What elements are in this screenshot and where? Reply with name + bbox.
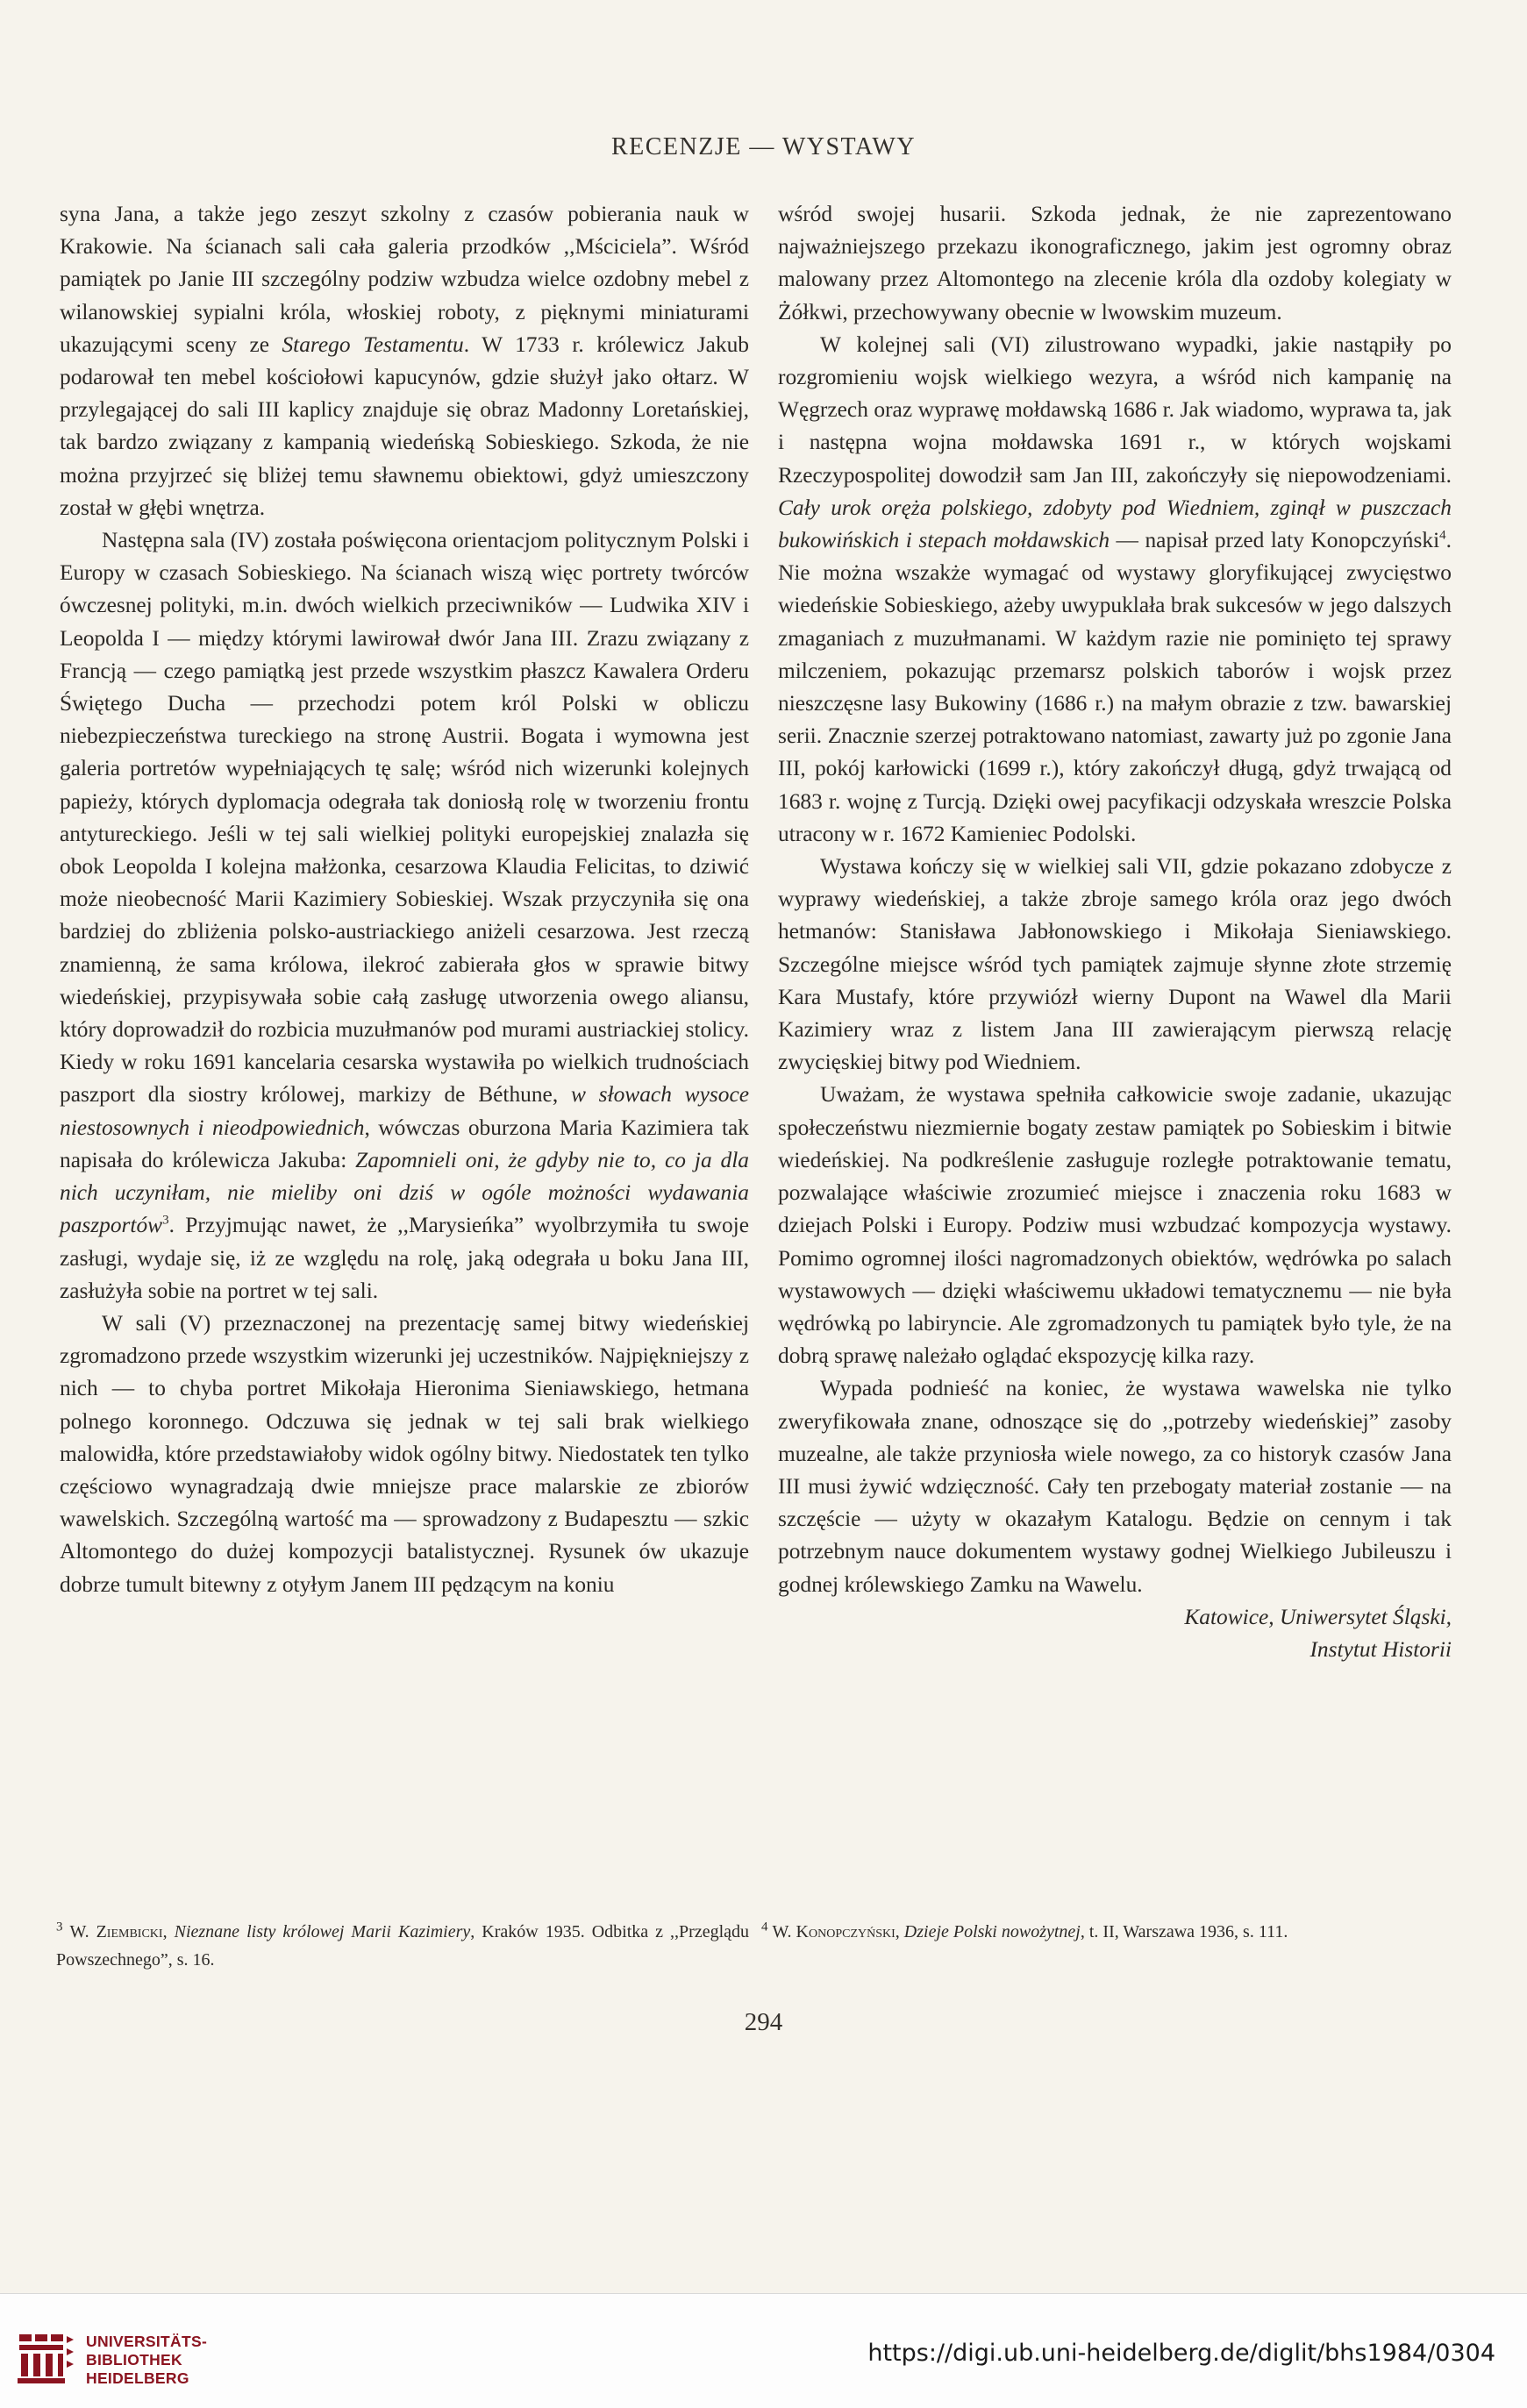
footnote-mark: 3 bbox=[56, 1920, 63, 1934]
right-column bbox=[778, 198, 1452, 1666]
page-number: 294 bbox=[744, 2008, 783, 2036]
text-run: . Nie można wszakże wymagać od wystawy gloryfikującej zwycięstwo wiedeńskie Sobieskiego, ażeby uwypuklała brak sukcesów w jego dalszych zmaganiach z muzułmanami. W każdym razie nie pominięto tej sprawy milczeniem, pokazując przemarsz polskich taborów i wojsk przez nieszczęsne lasy Bukowiny (1686 r.) na małym obrazie z tzw. bawarskiej serii. Znacznie szerzej potraktowano natomiast, zawarty już po zgonie Jana III, pokój karłowicki (1699 r.), który zakończył długą, gdyż trwającą od 1683 r. wojnę z Turcją. Dzięki owej pacyfikacji odzyskała wreszcie Polska utracony w r. 1672 Kamieniec Podolski. bbox=[778, 528, 1452, 846]
viewer-footer bbox=[0, 2293, 1527, 2408]
footnote-3: $^3$ W. Ziembicki, Nieznane listy królowej Marii Kazimiery, Kraków 1935. Odbitka z ,,Przeglądu Powszechnego”, s. 16. bbox=[56, 1920, 750, 1970]
library-name-line: HEIDELBERG bbox=[86, 2369, 189, 2387]
library-seal-icon bbox=[12, 2327, 77, 2390]
signature-affiliation: Katowice, Uniwersytet Śląski, bbox=[1184, 1604, 1452, 1629]
footnote-title: Dzieje Polski nowożytnej bbox=[903, 1922, 1081, 1941]
text-run: Następna sala (IV) została poświęcona orientacjom politycznym Polski i Europy w czasach Sobieskiego. Na ścianach wiszą więc portrety twórców ówczesnej polityki, m.in. dwóch wielkich przeciwników — Ludwika XIV i Leopolda I — między którymi lawirował dwór Jana III. Zrazu związany z Francją — czego pamiątką jest przede wszystkim płaszcz Kawalera Orderu Świętego Ducha — przechodzi potem król Polski w obliczu niebezpieczeństwa tureckiego na stronę Austrii. Bogata i wymowna jest galeria portretów wypełniających tę salę; wśród nich wizerunki kolejnych papieży, których dyplomacja odegrała tak doniosłą rolę w tworzeniu frontu antytureckiego. Jeśli w tej sali wielkiej polityki europejskiej znalazła się obok Leopolda I kolejna małżonka, cesarzowa Klaudia Felicitas, to dziwić może nieobecność Marii Kazimiery Sobieskiej. Wszak przyczyniła się ona bardziej do zbliżenia polsko-austriackiego aniżeli cesarzowa. Jest rzeczą znamienną, że sama królowa, ilekroć zabierała głos w sprawie bitwy wiedeńskiej, przypisywała sobie całą zasługę utworzenia owego aliansu, który doprowadził do rozbicia muzułmanów pod murami austriackiej stolicy. Kiedy w roku 1691 kancelaria cesarska wystawiła po wielkich trudnościach paszport dla siostry królowej, markizy de Béthune, bbox=[60, 528, 749, 1108]
left-paragraph-2 bbox=[60, 524, 749, 1307]
right-paragraph-3: Wystawa kończy się w wielkiej sali VII, gdzie pokazano zdobycze z wyprawy wiedeńskiej, a także zbroje samego króla oraz jego dwóch hetmanów: Stanisława Jabłonowskiego i Mikołaja Sieniawskiego. Szczególne miejsce wśród tych pamiątek zajmuje słynne złote strzemię Kara Mustafy, które przywiózł wierny Dupont na Wawel dla Marii Kazimiery wraz z listem Jana III zawierającym pierwszą relację zwycięskiej bitwy pod Wiedniem. bbox=[778, 854, 1452, 1075]
text-run: syna Jana, a także jego zeszyt szkolny z czasów pobierania nauk w Krakowie. Na ścianach sali cała galeria przodków ,,Mściciela”. Wśród pamiątek po Janie III szczególny podziw wzbudza wielce ozdobny mebel z wilanowskiej sypialni króla, włoskiej roboty, z pięknymi miniaturami ukazującymi sceny ze bbox=[60, 202, 749, 357]
left-paragraph-3: W sali (V) przeznaczonej na prezentację samej bitwy wiedeńskiej zgromadzono przede wszystkim wizerunki jej uczestników. Najpiękniejszy z nich — to chyba portret Mikołaja Hieronima Sieniawskiego, hetmana polnego koronnego. Odczuwa się jednak w tej sali brak wielkiego malowidła, które przedstawiałoby widok ogólny bitwy. Niedostatek ten tylko częściowo wynagradzają dwie mniejsze prace malarskie ze zbiorów wawelskich. Szczególną wartość ma — sprowadzony z Budapesztu — szkic Altomontego do dużej kompozycji batalistycznej. Rysunek ów ukazuje dobrze tumult bitewny z otyłym Janem III pędzącym na koniu bbox=[60, 1310, 749, 1597]
footnote-4: $^4$ W. Konopczyński, Dzieje Polski nowożytnej, t. II, Warszawa 1936, s. 111. bbox=[761, 1920, 1288, 1941]
italic-title: Starego Testamentu bbox=[282, 331, 464, 357]
footnote-ref-3[interactable]: 3 bbox=[162, 1213, 169, 1228]
right-paragraph-4: Uważam, że wystawa spełniła całkowicie swoje zadanie, ukazując społeczeństwu niezmiernie bogaty zestaw pamiątek po Sobieskim i bitwie wiedeńskiej. Na podkreślenie zasługuje rozległe potraktowanie tematu, pozwalające właściwie zrozumieć miejsce i znaczenia roku 1683 w dziejach Polski i Europy. Podziw musi wzbudzać kompozycja wystawy. Pomimo ogromnej ilości nagromadzonych obiektów, wędrówka po salach wystawowych — dzięki właściwemu układowi tematycznemu — nie była wędrówką po labiryncie. Ale zgromadzonych tu pamiątek było tyle, że na dobrą sprawę należało oglądać ekspozycję kilka razy. bbox=[778, 1082, 1452, 1369]
left-paragraph-1 bbox=[60, 198, 749, 524]
italic-quote: Zapomnieli oni, że gdyby nie to, co ja dla nich uczyniłam, nie mieliby oni dziś w ogóle możności wydawania paszportów bbox=[60, 1147, 749, 1238]
footnote-text: , Kraków 1935. Odbitka z ,,Przeglądu Powszechnego”, s. 16. bbox=[56, 1922, 750, 1970]
library-logo[interactable] bbox=[12, 2327, 223, 2390]
footnote-author: W. Ziembicki bbox=[69, 1922, 163, 1941]
footnote-author: W. Konopczyński bbox=[772, 1922, 896, 1941]
permalink-url[interactable]: https://digi.ub.uni-heidelberg.de/diglit/bhs1984/0304 bbox=[867, 2340, 1495, 2367]
footnote-mark: 4 bbox=[761, 1920, 768, 1934]
library-name bbox=[86, 2333, 207, 2388]
right-paragraph-1: wśród swojej husarii. Szkoda jednak, że nie zaprezentowano najważniejszego przekazu ikonograficznego, jakim jest ogromny obraz malowany przez Altomontego na zlecenie króla dla ozdoby kolegiaty w Żółkwi, przechowywany obecnie w lwowskim muzeum. bbox=[778, 202, 1452, 324]
text-run: . W 1733 r. królewicz Jakub podarował ten mebel kościołowi kapucynów, gdzie służył jako ołtarz. W przylegającej do sali III kaplicy znajduje się obraz Madonny Loretańskiej, tak bardzo związany z kampanią wiedeńską Sobieskiego. Szkoda, że nie można przyjrzeć się bliżej temu sławnemu obiektowi, gdyż umieszczony został w głębi wnętrza. bbox=[60, 331, 750, 520]
right-paragraph-5: Wypada podnieść na koniec, że wystawa wawelska nie tylko zweryfikowała znane, odnoszące się do ,,potrzeby wiedeńskiej” zasoby muzealne, ale także przyniosła wiele nowego, za co historyk czasów Jana III musi żywić wdzięczność. Cały ten przebogaty materiał zostanie — na szczęście — użyty w okazałym Katalogu. Będzie on cennym i tak potrzebnym nauce dokumentem wystawy godnej Wielkiego Jubileuszu i godnej królewskiego Zamku na Wawelu. bbox=[778, 1376, 1452, 1597]
italic-quote: w słowach wysoce niestosownych i nieodpowiednich bbox=[60, 1082, 749, 1140]
left-column bbox=[60, 198, 749, 1601]
right-paragraph-2 bbox=[778, 329, 1452, 851]
footnote-ref-4[interactable]: 4 bbox=[1439, 528, 1446, 543]
text-run: W kolejnej sali (VI) zilustrowano wypadki, jakie nastąpiły po rozgromieniu wojsk wielkiego wezyra, a wśród nich kampanię na Węgrzech oraz wyprawę mołdawską 1686 r. Jak wiadomo, wyprawa ta, jak i następna wojna mołdawska 1691 r., w których wojskami Rzeczypospolitej dowodził sam Jan III, zakończyły się niepowodzeniami. bbox=[778, 331, 1452, 488]
signature-institute: Instytut Historii bbox=[1309, 1636, 1452, 1662]
footnote-title: Nieznane listy królowej Marii Kazimiery bbox=[174, 1922, 471, 1941]
footnote-text: , t. II, Warszawa 1936, s. 111. bbox=[1080, 1922, 1288, 1941]
text-run: , wówczas oburzona Maria Kazimiera tak napisała do królewicza Jakuba: bbox=[60, 1115, 749, 1172]
library-name-line: BIBLIOTHEK bbox=[86, 2351, 182, 2369]
text-run: . Przyjmując nawet, że ,,Marysieńka” wyolbrzymiła tu swoje zasługi, wydaje się, iż ze względu na rolę, jaką odegrała u boku Jana III, zasłużyła sobie na portret w tej sali. bbox=[60, 1213, 749, 1303]
text-run: — napisał przed laty Konopczyński bbox=[1110, 528, 1440, 553]
library-name-line: UNIVERSITÄTS- bbox=[86, 2333, 208, 2350]
italic-quote: Cały urok oręża polskiego, zdobyty pod Wiedniem, zginął w puszczach bukowińskich i stepach mołdawskich bbox=[778, 495, 1452, 553]
running-header: RECENZJE — WYSTAWY bbox=[610, 133, 917, 160]
